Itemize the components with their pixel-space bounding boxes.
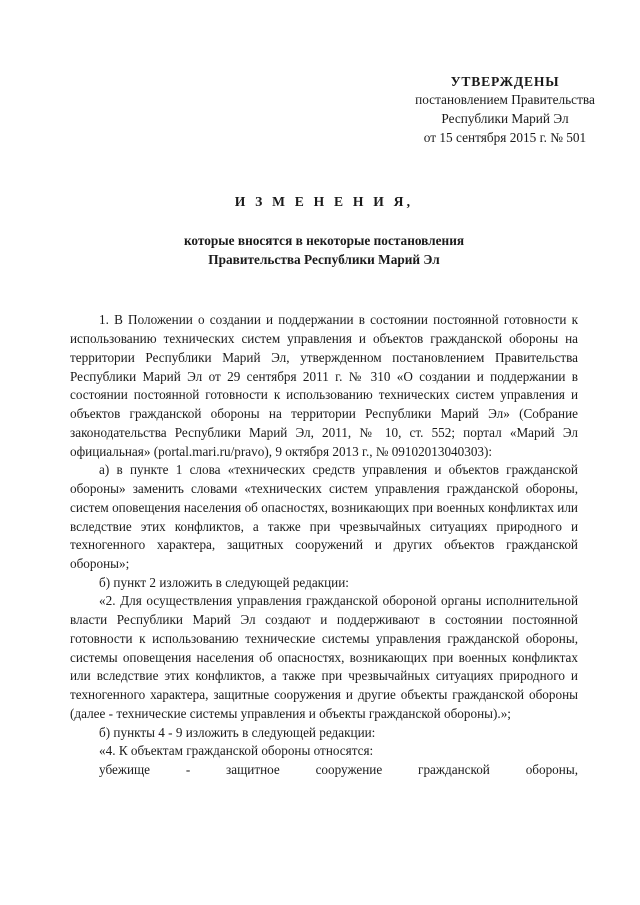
page-title: И З М Е Н Е Н И Я, xyxy=(234,193,414,209)
body-paragraph-2: а) в пункте 1 слова «технических средств управления и объектов гражданской обороны» заменить словами «технических систем управления гражданской обороны, систем оповещения населения об опасностях, возникающих при военных конфликтах или вследствие этих конфликтов, а также при чрезвычайных ситуациях природного и техногенного характера, защитных сооружений и других объектов гражданской обороны»; xyxy=(70,462,578,571)
subtitle-line-1: которые вносятся в некоторые постановления xyxy=(183,232,465,248)
body-paragraph-4: «2. Для осуществления управления гражданской обороной органы исполнительной власти Республики Марий Эл создают и поддерживают в состоянии постоянной готовности к использованию технические системы управления гражданской обороны, системы оповещения населения об опасностях, возникающих при военных конфликтах или вследствие этих конфликтов, а также при чрезвычайных ситуациях природного и техногенного характера, защитные сооружения и другие объекты гражданской обороны (далее - технические системы управления и объекты гражданской обороны).»; xyxy=(70,593,578,721)
body-paragraph-5: б) пункты 4 - 9 изложить в следующей редакции: xyxy=(99,724,376,740)
approval-line-1: постановлением Правительства xyxy=(415,92,595,108)
body-paragraph-1: 1. В Положении о создании и поддержании в состоянии постоянной готовности к использованию технических систем управления и объектов гражданской обороны на территории Республики Марий Эл, утвержденном постановлением Правительства Республики Марий Эл от 29 сентября 2011 г. № 310 «О создании и поддержании в состоянии постоянной готовности к использованию технических систем управления и объектов гражданской обороны на территории Республики Марий Эл» (Собрание законодательства Республики Марий Эл, 2011, № 10, ст. 552; портал «Марий Эл официальная» (portal.mari.ru/pravo), 9 октября 2013 г., № 09102013040303): xyxy=(70,312,578,459)
subtitle-line-2: Правительства Республики Марий Эл xyxy=(208,252,440,268)
approval-line-3: от 15 сентября 2015 г. № 501 xyxy=(423,130,587,146)
document-body xyxy=(70,311,578,798)
body-paragraph-3: б) пункт 2 изложить в следующей редакции: xyxy=(99,574,349,590)
title-block xyxy=(70,194,578,270)
document-subtitle xyxy=(70,231,578,270)
body-last-line: убежище - защитное сооружение гражданской обороны, xyxy=(99,762,578,778)
approval-line-2: Республики Марий Эл xyxy=(441,111,569,127)
body-paragraph-6: «4. К объектам гражданской обороны относятся: xyxy=(99,743,374,759)
approval-heading: УТВЕРЖДЕНЫ xyxy=(450,74,560,89)
approval-block xyxy=(370,72,640,148)
